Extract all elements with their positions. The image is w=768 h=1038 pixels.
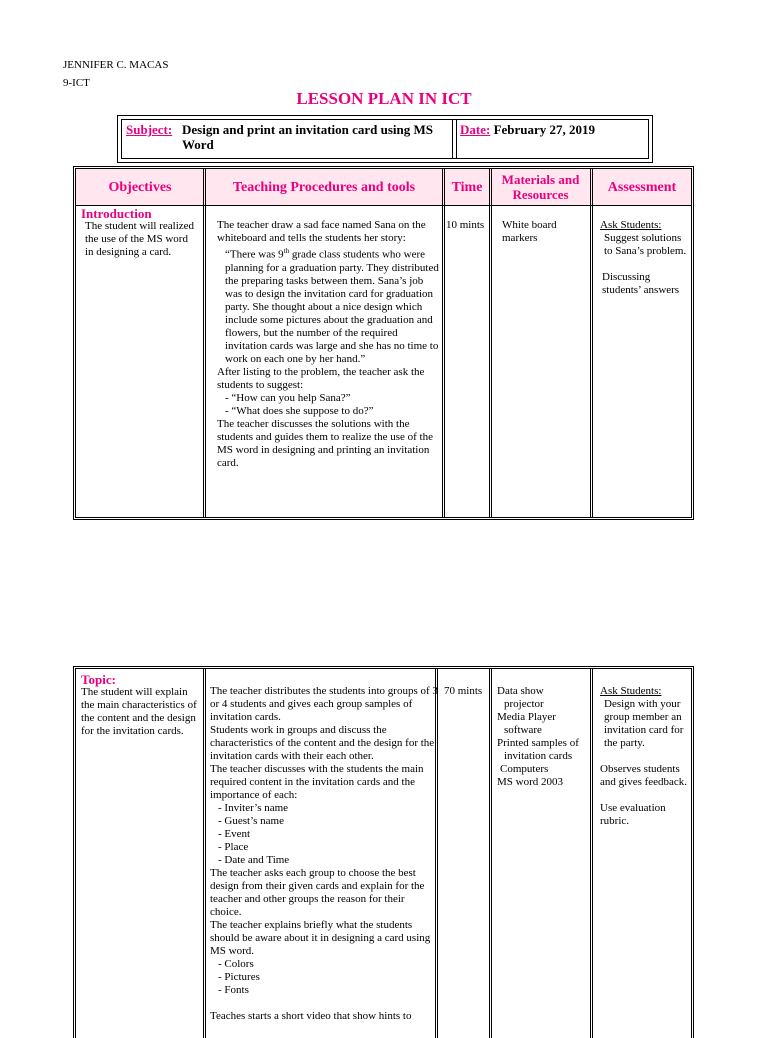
- class-section: 9-ICT: [63, 77, 90, 89]
- procedure-cell: [217, 219, 439, 470]
- intro-time: 10 mints: [446, 219, 485, 231]
- assessment-item: Suggest solutions to Sana’s problem.: [604, 232, 687, 257]
- table-header-row: [76, 169, 691, 206]
- procedure-cell: [210, 685, 438, 1023]
- intro-question-2: - “What does she suppose to do?”: [225, 404, 374, 417]
- topic-paragraph: The teacher asks each group to choose the best design from their given cards and explain for the teacher and other groups the reason for their choice.: [210, 867, 425, 918]
- list-item: - Colors: [218, 958, 254, 970]
- intro-procedure-text: The teacher draw a sad face named Sana on the whiteboard and tells the students her story:: [217, 219, 426, 244]
- topic-objective: The student will explain the main characteristics of the content and the design for the invitation cards.: [81, 686, 197, 737]
- intro-materials: [502, 219, 588, 245]
- intro-objective: The student will realized the use of the MS word in designing a card.: [85, 220, 195, 258]
- objective-cell: [81, 673, 199, 738]
- assessment-item: Use evaluation rubric.: [600, 802, 666, 827]
- material-item: projector: [504, 698, 544, 710]
- material-item: Data show: [497, 685, 544, 697]
- assessment-label: Ask Students:: [600, 685, 662, 697]
- topic-paragraph: Teaches starts a short video that show hints to: [210, 1010, 412, 1022]
- list-item: - Place: [218, 841, 249, 853]
- list-item: - Fonts: [218, 984, 249, 996]
- material-item: White board: [502, 219, 557, 231]
- list-item: - Guest’s name: [218, 815, 284, 827]
- intro-closing-text: The teacher discusses the solutions with the students and guides them to realize the use of the MS word in designing and printing an invitation card.: [217, 417, 433, 469]
- assessment-item: Observes students and gives feedback.: [600, 763, 688, 788]
- assessment-item: Discussing students’ answers: [602, 271, 680, 296]
- topic-materials: [497, 685, 589, 789]
- topic-assessment: [600, 685, 690, 828]
- lesson-table-intro: [75, 168, 692, 518]
- subject-label: Subject:: [126, 122, 173, 137]
- subject-date-box: [117, 115, 653, 163]
- list-item: - Pictures: [218, 971, 260, 983]
- objective-cell: [81, 207, 199, 259]
- intro-after-text: After listing to the problem, the teacher ask the students to suggest:: [217, 365, 425, 391]
- material-item: software: [504, 724, 542, 736]
- topic-paragraph: The teacher distributes the students into groups of 3 or 4 students and gives each group samples of invitation cards.: [210, 685, 438, 723]
- col-header-materials: Materials and Resources: [501, 172, 580, 202]
- list-item: - Event: [218, 828, 251, 840]
- material-item: Media Player: [497, 711, 556, 723]
- col-header-objectives: Objectives: [108, 179, 172, 195]
- material-item: MS word 2003: [497, 776, 564, 788]
- intro-heading: Introduction: [81, 206, 152, 221]
- material-item: Computers: [500, 763, 549, 775]
- col-header-time: Time: [451, 179, 483, 195]
- material-item: markers: [502, 232, 538, 244]
- author-name: JENNIFER C. MACAS: [63, 59, 169, 71]
- date-label: Date:: [460, 122, 491, 137]
- date-value: February 27, 2019: [493, 122, 596, 137]
- topic-paragraph: The teacher explains briefly what the students should be aware about it in designing a card using MS word.: [210, 919, 431, 957]
- assessment-item: Design with your group member an invitation card for the party.: [604, 698, 684, 749]
- list-item: - Inviter’s name: [218, 802, 289, 814]
- topic-paragraph: Students work in groups and discuss the characteristics of the content and the design for the invitation cards with their each other.: [210, 724, 435, 762]
- list-item: - Date and Time: [218, 854, 290, 866]
- lesson-table-topic: [75, 668, 692, 1038]
- topic-heading: Topic:: [81, 672, 116, 687]
- material-item: invitation cards: [504, 750, 573, 762]
- page-title: LESSON PLAN IN ICT: [296, 89, 472, 108]
- subject-value: Design and print an invitation card using MS Word: [182, 122, 434, 152]
- col-header-procedures: Teaching Procedures and tools: [232, 179, 416, 195]
- topic-paragraph: The teacher discusses with the students the main required content in the invitation cards and the importance of each:: [210, 763, 424, 801]
- col-header-assessment: Assessment: [607, 179, 677, 195]
- date-field: [460, 122, 595, 137]
- material-item: Printed samples of: [497, 737, 579, 749]
- intro-question-1: - “How can you help Sana?”: [225, 391, 351, 404]
- assessment-label: Ask Students:: [600, 219, 662, 231]
- intro-story: “There was 9th grade class students who were planning for a graduation party. They distributed the preparing tasks between them. Sana’s job was to design the invitation card for graduation party. She thought about a nice design which include some pictures about the graduation and flowers, but the number of the required invitation cards was large and she has no time to work on each one by her hand.”: [225, 247, 439, 365]
- topic-time: 70 mints: [444, 685, 483, 697]
- intro-assessment: [600, 219, 690, 297]
